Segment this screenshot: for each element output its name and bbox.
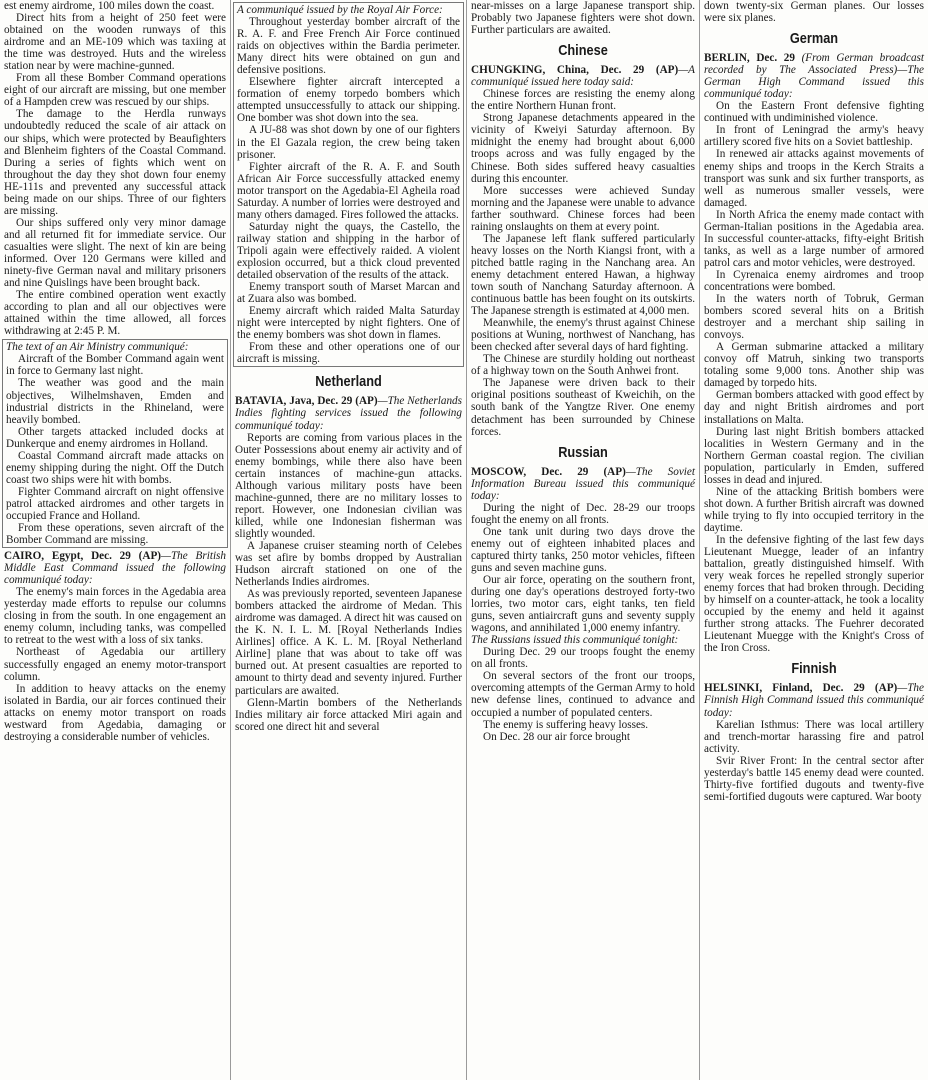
dateline-place: BATAVIA, Java, Dec. 29 (AP) (235, 395, 378, 408)
paragraph: Elsewhere fighter aircraft intercepted a formation of enemy torpedo bombers which attempted unsuccessfully to attack our shipping. One bomber was shot down into the sea. (237, 76, 460, 125)
paragraph: Fighter aircraft of the R. A. F. and South African Air Force successfully attacked enemy motor transport on the Agedabia-El Agheila road Saturday. A number of lorries were destroyed and many others damaged. Fires followed the attacks. (237, 160, 460, 221)
paragraph: A German submarine attacked a military convoy off Matruh, sinking two transports totaling some 9,000 tons. Another ship was damaged by torpedo hits. (704, 341, 924, 390)
section-heading-netherland: Netherland (315, 373, 382, 391)
paragraph: A JU-88 was shot down by one of our fighters in the El Gazala region, the crew being taken prisoner. (237, 124, 460, 161)
batavia-block (235, 395, 462, 732)
paragraph: From these operations, seven aircraft of the Bomber Command are missing. (6, 522, 224, 547)
raf-block (233, 2, 464, 367)
paragraph: The Japanese left flank suffered particularly heavy losses on the North Kiangsi front, with a pitched battle raging in the Nanchang area. An enemy detachment entered Hawan, a highway town south of Nanchang Saturday afternoon. A continuous battle has been fought on its outskirts. The Japanese strength is estimated at 4,000 men. (471, 232, 695, 318)
paragraph: A Japanese cruiser steaming north of Celebes was set afire by bombs dropped by Australian Hudson aircraft stationed on one of the Netherlands Indies airdromes. (235, 539, 462, 589)
air-ministry-block (2, 339, 228, 548)
paragraph: The Japanese were driven back to their original positions southeast of Kweichih, on the south bank of the Yangtze River. One enemy detachment has been surrounded by Chinese forces. (471, 377, 695, 438)
paragraph: The damage to the Herdla runways undoubtedly reduced the scale of air attack on our ships, which were protected by Beaufighters and Blenheim fighters of the Coastal Command. During a series of fights which went on throughout the day they shot down four enemy HE-111s and prevented any successful attack being made on our ships. Three of our fighters are missing. (4, 108, 226, 217)
paragraph: Our air force, operating on the southern front, during one day's operations destroyed forty-two lorries, two motor cars, eight tanks, ten field guns, seven antiaircraft guns and seventy supply wagons, and annihilated 1,000 enemy infantry. (471, 574, 695, 635)
dateline-place: CAIRO, Egypt, Dec. 29 (AP) (4, 550, 162, 563)
section-heading-finnish: Finnish (791, 660, 837, 678)
paragraph: Northeast of Agedabia our artillery successfully engaged an enemy motor-transport column. (4, 646, 226, 683)
paragraph: In Cyrenaica enemy airdromes and troop concentrations were bombed. (704, 268, 924, 293)
paragraph: On Dec. 28 our air force brought (483, 730, 630, 743)
dateline-place: BERLIN, Dec. 29 (704, 52, 795, 65)
paragraph: As was previously reported, seventeen Japanese bombers attacked the airdrome of Medan. This airdrome was damaged. A direct hit was caused on the K. N. I. L. M. [Royal Netherlands Indies Airlines] office. A K. L. M. [Royal Netherland Airline] plane that was about to take off was burned out. At present casualties are reported to amount to thirty dead and seventy injured. Further particulars are awaited. (235, 588, 462, 697)
dateline (4, 550, 226, 586)
paragraph: Nine of the attacking British bombers were shot down. A further British aircraft was downed while trying to fly into occupied territory in the daytime. (704, 485, 924, 534)
dateline (704, 52, 924, 100)
paragraph: Throughout yesterday bomber aircraft of the R. A. F. and Free French Air Force continued raids on objectives within the Bardia perimeter. Many direct hits were obtained on gun and defensive positions. (237, 16, 460, 77)
paragraph: One tank unit during two days drove the enemy out of eighteen inhabited places and captured thirty tanks, 250 motor vehicles, fifteen guns and seven machine guns. (471, 525, 695, 574)
paragraph: near-misses on a large Japanese transport ship. Probably two Japanese fighters were shot down. Further particulars are awaited. (471, 0, 695, 37)
paragraph: In renewed air attacks against movements of enemy ships and troops in the Kerch Straits a transport was sunk and six further transports, as well as numerous smaller vessels, were damaged. (704, 148, 924, 209)
section-heading-chinese: Chinese (558, 42, 608, 60)
paragraph: Fighter Command aircraft on night offensive patrol attacked airdromes and other targets in occupied France and Holland. (6, 485, 224, 522)
paragraph: German bombers attacked with good effect by day and night British airdromes and port installations on Malta. (704, 389, 924, 426)
helsinki-block (704, 682, 924, 802)
paragraph: Karelian Isthmus: There was local artillery and trench-mortar harassing fire and patrol activity. (704, 718, 924, 755)
paragraph: In the waters north of Tobruk, German bombers scored several hits on a British destroyer and a merchant ship sailing in convoys. (704, 293, 924, 342)
paragraph: Our ships suffered only very minor damage and all returned fit for immediate service. Our casualties were slight. The next of kin are being informed. Over 120 Germans were killed and ninety-five German naval and military prisoners and nine Quislings have been brought back. (4, 216, 226, 290)
chungking-block (471, 64, 695, 437)
paragraph: In front of Leningrad the army's heavy artillery scored five hits on a Soviet battleship. (704, 124, 924, 149)
paragraph: The enemy is suffering heavy losses. (483, 718, 649, 731)
moscow-block (471, 466, 695, 743)
paragraph: Strong Japanese detachments appeared in the vicinity of Kweiyi Saturday afternoon. By midnight the enemy had brought about 6,000 troops across and was fully engaged by the Chinese. Both sides suffered heavy casualties during this encounter. (471, 112, 695, 185)
paragraph: In addition to heavy attacks on the enemy isolated in Bardia, our air forces continued their attacks on enemy motor transport on roads westward from Agedabia, damaging or destroying a considerable number of vehicles. (4, 682, 226, 743)
paragraph: From these and other operations one of our aircraft is missing. (237, 341, 460, 366)
dateline-intro: —The Soviet Information Bureau issued this communiqué today: (471, 465, 695, 502)
section-raid-report (4, 0, 226, 337)
paragraph: Meanwhile, the enemy's thrust against Chinese positions at Wuning, northwest of Nanchang, has been checked after several days of hard fighting. (471, 317, 695, 354)
paragraph: During last night British bombers attacked localities in Western Germany and in the Northern German coastal region. The civilian population, particularly in Emden, suffered losses in dead and injured. (704, 425, 924, 486)
dateline-intro: —The Finnish High Command issued this communiqué today: (704, 682, 924, 719)
dateline-place: HELSINKI, Finland, Dec. 29 (AP) (704, 682, 898, 695)
paragraph: During Dec. 29 our troops fought the enemy on all fronts. (471, 646, 695, 671)
dateline (471, 466, 695, 502)
paragraph: Other targets attacked included docks at Dunkerque and enemy airdromes in Holland. (6, 425, 224, 450)
paragraph: Saturday night the quays, the Castello, the railway station and shipping in the harbor of Tripoli again were effectively raided. A violent explosion occurred, but a thick cloud prevented detailed observation of the results of the attack. (237, 220, 460, 282)
section-heading-german: German (789, 30, 839, 48)
paragraph: The Chinese are sturdily holding out northeast of a highway town on the South Anhwei front. (471, 353, 695, 378)
column-3 (467, 0, 699, 1080)
dateline (704, 682, 924, 718)
paragraph: est enemy airdrome, 100 miles down the coast. (4, 0, 215, 12)
column-2 (231, 0, 466, 1080)
paragraph: In North Africa the enemy made contact with German-Italian positions in the Agedabia area. In successful counter-attacks, fifty-eight British tanks, as well as a large number of armored patrol cars and motor vehicles, were destroyed. (704, 208, 924, 269)
paragraph: During the night of Dec. 28-29 our troops fought the enemy on all fronts. (471, 501, 695, 526)
paragraph: Enemy aircraft which raided Malta Saturday night were intercepted by night fighters. One of the enemy bombers was shot down in flames. (237, 305, 460, 342)
dateline-intro: —A communiqué issued here today said: (471, 64, 695, 89)
intro-line: The Russians issued this communiqué tonight: (471, 634, 679, 647)
paragraph: Direct hits from a height of 250 feet were obtained on the wooden runways of this airdrome and an ME-109 which was taxiing at the time was destroyed. Huts and the wireless station near by were machine-gunned. (4, 12, 226, 73)
paragraph: From all these Bomber Command operations eight of our aircraft are missing, but one member of a Hampden crew was rescued by our ships. (4, 72, 226, 109)
paragraph: Enemy transport south of Marset Marcan and at Zuara also was bombed. (237, 281, 460, 306)
dateline-place: MOSCOW, Dec. 29 (AP) (471, 465, 626, 478)
paragraph: In the defensive fighting of the last few days Lieutenant Muegge, leader of an infantry battalion, greatly distinguished himself. With very weak forces he repelled strongly superior enemy forces that had broken through. Deciding by himself on a counter-attack, he took a locality occupied by the enemy and held it against further strong attacks. The Fuehrer decorated Lieutenant Muegge with the Knight's Cross of the Iron Cross. (704, 533, 924, 655)
paragraph: Aircraft of the Bomber Command again went in force to Germany last night. (6, 353, 224, 378)
intro-line: The text of an Air Ministry communiqué: (6, 341, 189, 354)
paragraph: Svir River Front: In the central sector after yesterday's battle 145 enemy dead were counted. Thirty-five fortified dugouts and twenty-five semi-fortified dugouts were captured. War booty (704, 754, 924, 803)
cairo-block (4, 550, 226, 743)
dateline (471, 64, 695, 88)
paragraph: More successes were achieved Sunday morning and the Japanese were unable to advance farther southward. Chinese forces had been raining onslaughts on them at every point. (471, 184, 695, 233)
paragraph: Glenn-Martin bombers of the Netherlands Indies military air force attacked Miri again and scored one direct hit and several (235, 696, 462, 733)
intro-line: A communiqué issued by the Royal Air Force: (237, 4, 443, 16)
dateline-intro: —The British Middle East Command issued the following communiqué today: (4, 550, 226, 587)
section-heading-russian: Russian (558, 443, 608, 461)
paragraph: The entire combined operation went exactly according to plan and all our objectives were attained within the time allowed, all forces withdrawing at 2:45 P. M. (4, 289, 226, 338)
dateline-intro: —The Netherlands Indies fighting services issued the following communiqué today: (235, 395, 462, 432)
paragraph: down twenty-six German planes. Our losses were six planes. (704, 0, 924, 25)
berlin-block (704, 52, 924, 654)
paragraph: Chinese forces are resisting the enemy along the entire Northern Hunan front. (471, 88, 695, 113)
dateline-intro: (From German broadcast recorded by The Associated Press)—The German High Command issued this communiqué today: (704, 52, 924, 101)
dateline (235, 395, 462, 431)
dateline-place: CHUNGKING, China, Dec. 29 (AP) (471, 64, 679, 77)
paragraph: On several sectors of the front our troops, overcoming attempts of the German Army to hold new defense lines, continued to advance and occupied a number of populated centers. (471, 670, 696, 719)
paragraph: On the Eastern Front defensive fighting continued with undiminished violence. (704, 100, 924, 125)
paragraph: Reports are coming from various places in the Outer Possessions about enemy air activity and of enemy bombings, while there also have been certain instances of machine-gun attacks. Although various military posts have been machine-gunned, there are no military losses to report. However, one Indonesian civilian was killed, while one Indonesian fisherman was slightly wounded. (235, 431, 462, 540)
column-4 (700, 0, 928, 1080)
paragraph: The weather was good and the main objectives, Wilhelmshaven, Emden and industrial districts in the Rhineland, were heavily bombed. (6, 377, 224, 426)
column-1 (0, 0, 230, 1080)
paragraph: Coastal Command aircraft made attacks on enemy shipping during the night. Off the Dutch coast two ships were hit with bombs. (6, 449, 224, 486)
paragraph: The enemy's main forces in the Agedabia area yesterday made efforts to repulse our columns closing in from the south. In one engagement an enemy column, including tanks, was compelled to retreat to the west with a loss of six tanks. (4, 586, 226, 647)
